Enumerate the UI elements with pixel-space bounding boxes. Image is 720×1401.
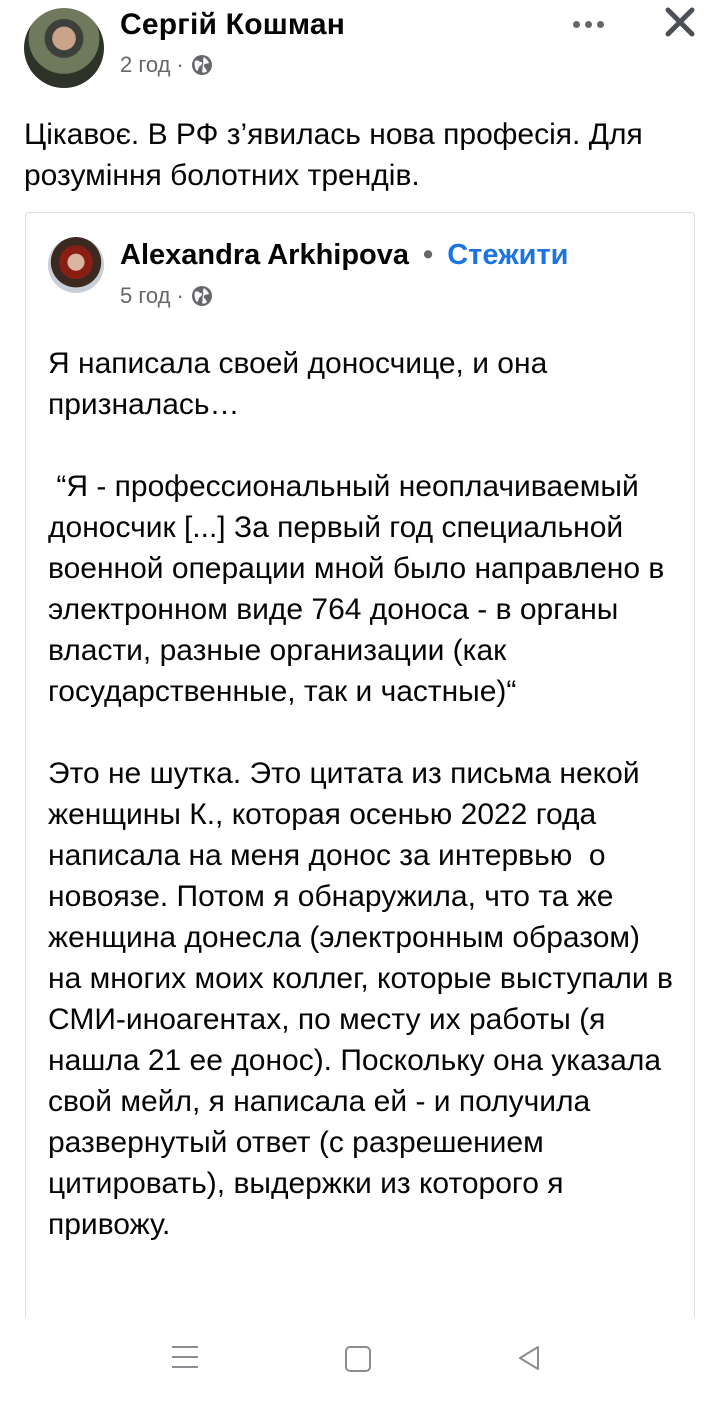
shared-paragraph: “Я - профессиональный неоплачиваемый доносчик [...] За первый год специальной военной операции мной было направлено в электронном виде 764 доноса - в органы власти, разные организации (как государственные, так и частные)“ bbox=[48, 470, 673, 708]
more-horizontal-icon bbox=[573, 21, 580, 28]
shared-meta bbox=[120, 283, 214, 309]
home-square-icon[interactable] bbox=[345, 1346, 371, 1372]
menu-icon[interactable] bbox=[172, 1346, 198, 1370]
globe-icon bbox=[190, 53, 214, 77]
post-header bbox=[0, 0, 720, 100]
more-options-button[interactable] bbox=[566, 10, 610, 38]
globe-icon bbox=[190, 284, 214, 308]
shared-paragraph: Я написала своей доносчице, и она призналась… bbox=[48, 347, 556, 421]
paragraph-gap bbox=[48, 425, 678, 466]
shared-post-card[interactable] bbox=[25, 212, 695, 1323]
close-icon[interactable] bbox=[660, 2, 700, 42]
post-meta bbox=[120, 52, 214, 78]
more-dot bbox=[585, 21, 592, 28]
shared-author-row bbox=[120, 239, 569, 272]
shared-author-name[interactable]: Alexandra Arkhipova bbox=[120, 239, 410, 271]
shared-post-body bbox=[48, 343, 682, 1245]
shared-paragraph: Это не шутка. Это цитата из письма некой женщины К., которая осенью 2022 года написала на меня донос за интервью о новоязе. Потом я обнаружила, что та же женщина донесла (электронным образом) на многих моих коллег, которые выступали в СМИ-иноагентах, по месту их работы (я нашла 21 ее донос). Поскольку она указала свой мейл, я написала ей - и получила развернутый ответ (с разрешением цитировать), выдержки из которого я привожу. bbox=[48, 757, 682, 1241]
shared-time[interactable]: 5 год bbox=[120, 283, 171, 308]
more-dot bbox=[597, 21, 604, 28]
author-name[interactable]: Сергій Кошман bbox=[120, 8, 346, 41]
post-text: Цікавоє. В РФ з’явилась нова професія. Для розуміння болотних трендів. bbox=[24, 118, 643, 192]
post-time[interactable]: 2 год bbox=[120, 52, 171, 77]
meta-separator: · bbox=[176, 52, 184, 77]
back-triangle-icon[interactable] bbox=[516, 1344, 542, 1372]
follow-link[interactable]: Стежити bbox=[447, 239, 569, 271]
author-avatar[interactable] bbox=[24, 8, 104, 88]
paragraph-gap bbox=[48, 712, 678, 753]
shared-author-avatar[interactable] bbox=[48, 237, 104, 293]
name-separator: • bbox=[423, 239, 434, 271]
shared-meta-separator: · bbox=[176, 283, 184, 308]
system-navigation-bar bbox=[0, 1318, 720, 1401]
